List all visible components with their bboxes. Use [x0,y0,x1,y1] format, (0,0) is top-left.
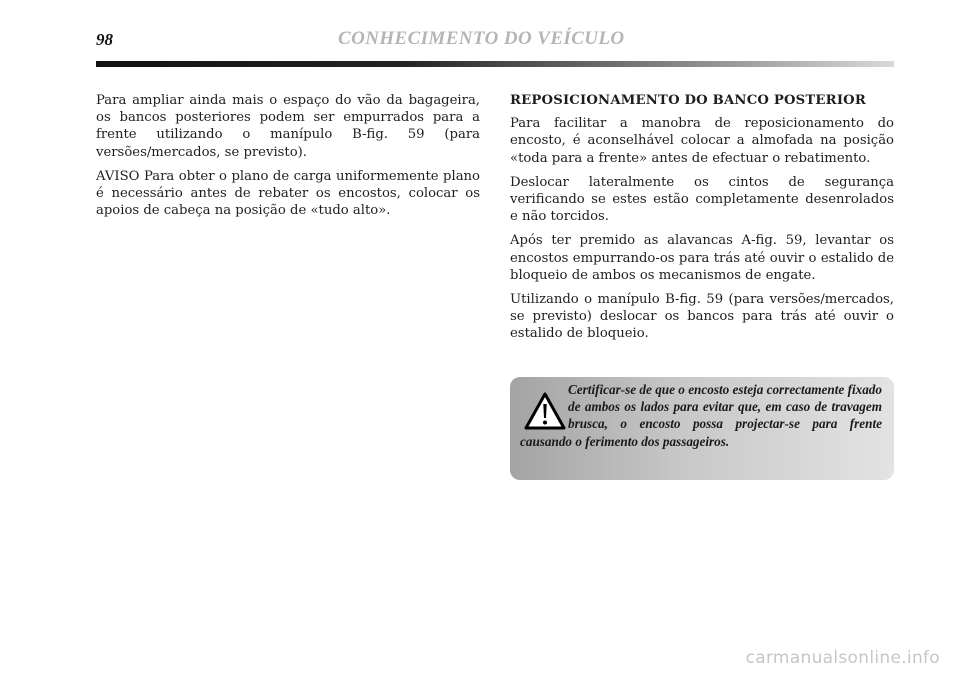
section-heading: REPOSICIONAMENTO DO BANCO POSTERIOR [510,93,867,108]
warning-text-block [520,381,882,450]
watermark: carmanualsonline.info [745,648,940,668]
chapter-title: CONHECIMENTO DO VEÍCULO [338,28,625,49]
header-rule [96,61,894,67]
paragraph: AVISO Para obter o plano de carga uniformemente plano é necessário antes de rebater os encostos, colocar os apoios de cabeça na posição de «tudo alto». [96,168,480,219]
paragraph: Para ampliar ainda mais o espaço do vão da bagageira, os bancos posteriores podem ser empurrados para a frente utilizando o manípulo B-fig. 59 (para versões/mercados, se previsto). [96,93,480,160]
paragraph: Deslocar lateralmente os cintos de segurança verificando se estes estão completamente desenrolados e não torcidos. [510,174,894,225]
right-column [510,92,894,350]
paragraph: Utilizando o manípulo B-fig. 59 (para versões/mercados, se previsto) deslocar os bancos para trás até ouvir o estalido de bloqueio. [510,292,894,342]
left-column [96,92,480,226]
warning-box [510,377,894,480]
page-number: 98 [96,30,113,49]
warning-text: Certificar-se de que o encosto esteja correctamente fixado de ambos os lados para evitar que, em caso de travagem brusca, o encosto possa projectar-se para frente causando o ferimento dos passageiros. [520,382,882,449]
paragraph: Para facilitar a manobra de reposicionamento do encosto, é aconselhável colocar a almofada na posição «toda para a frente» antes de efectuar o rebatimento. [510,116,894,166]
paragraph: Após ter premido as alavancas A-fig. 59, levantar os encostos empurrando-os para trás até ouvir o estalido de bloqueio de ambos os mecanismos de engate. [510,233,894,283]
